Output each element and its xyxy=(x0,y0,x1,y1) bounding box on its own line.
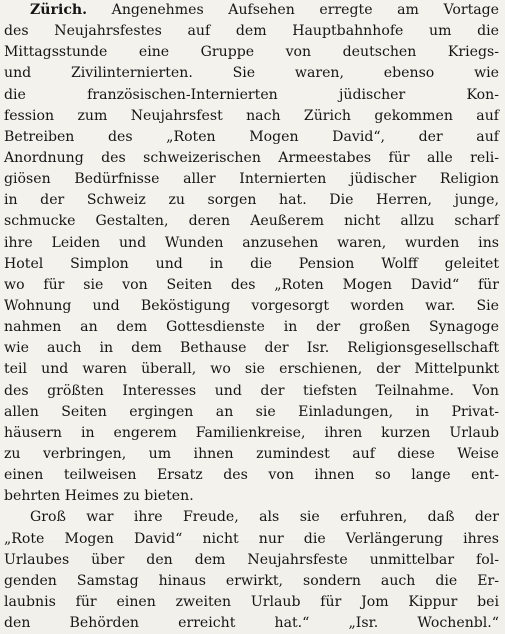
text-line-18: teil und waren überall, wo sie erschienen, der Mittelpunkt xyxy=(4,361,499,378)
text-line-1-rest: Angenehmes Aufsehen erregte am Vortage xyxy=(111,2,499,18)
text-line-4: und Zivilinternierten. Sie waren, ebenso wie xyxy=(4,65,499,82)
text-line-1 xyxy=(4,0,499,21)
article-lead-place: Zürich. xyxy=(30,2,88,18)
text-line-29: laubnis für einen zweiten Urlaub für Jom Kippur bei xyxy=(4,593,499,610)
text-line-2: des Neujahrsfestes auf dem Hauptbahnhofe um die xyxy=(4,23,499,40)
text-line-22: zu verbringen, um ihnen zumindest auf diese Weise xyxy=(4,445,499,462)
text-line-6: fession zum Neujahrsfest nach Zürich gekommen auf xyxy=(4,107,499,124)
text-line-23: einen teilweisen Ersatz des von ihnen so lange ent- xyxy=(4,467,499,484)
text-line-3: Mittagsstunde eine Gruppe von deutschen Kriegs- xyxy=(4,44,499,61)
text-line-17: wie auch in dem Bethause der Isr. Religionsgesellschaft xyxy=(4,340,499,357)
text-line-14: wo für sie von Seiten des „Roten Mogen David“ für xyxy=(4,276,499,293)
text-line-26: „Rote Mogen David“ nicht nur die Verlängerung ihres xyxy=(4,530,499,547)
text-line-20: allen Seiten ergingen an sie Einladungen, in Privat- xyxy=(4,403,499,420)
text-line-12: ihre Leiden und Wunden anzusehen waren, wurden ins xyxy=(4,234,499,251)
text-line-9: giösen Bedürfnisse aller Internierten jüdischer Religion xyxy=(4,171,499,188)
text-line-25: Groß war ihre Freude, als sie erfuhren, daß der xyxy=(30,509,499,526)
text-line-15: Wohnung und Beköstigung vorgesorgt worden war. Sie xyxy=(4,297,499,314)
text-line-10: in der Schweiz zu sorgen hat. Die Herren, junge, xyxy=(4,192,499,209)
text-line-13: Hotel Simplon und in die Pension Wolff geleitet xyxy=(4,255,499,272)
text-line-24: behrten Heimes zu bieten. xyxy=(4,488,194,505)
text-line-27: Urlaubes über den dem Neujahrsfeste unmittelbar fol- xyxy=(4,551,499,568)
text-line-16: nahmen an dem Gottesdienste in der großen Synagoge xyxy=(4,319,499,336)
text-line-28: genden Samstag hinaus erwirkt, sondern auch die Er- xyxy=(4,572,499,589)
text-line-7: Betreiben des „Roten Mogen David“, der auf xyxy=(4,128,499,145)
text-line-8: Anordnung des schweizerischen Armeestabes für alle reli- xyxy=(4,149,499,166)
text-line-11: schmucke Gestalten, deren Aeußerem nicht allzu scharf xyxy=(4,213,499,230)
text-line-5: die französischen-Internierten jüdischer Kon- xyxy=(4,86,499,103)
text-line-19: des größten Interesses und der tiefsten Teilnahme. Von xyxy=(4,382,499,399)
text-line-21: häusern in engerem Familienkreise, ihren kurzen Urlaub xyxy=(4,424,499,441)
text-line-30: den Behörden erreicht hat.“ „Isr. Wochenbl.“ xyxy=(4,615,499,632)
